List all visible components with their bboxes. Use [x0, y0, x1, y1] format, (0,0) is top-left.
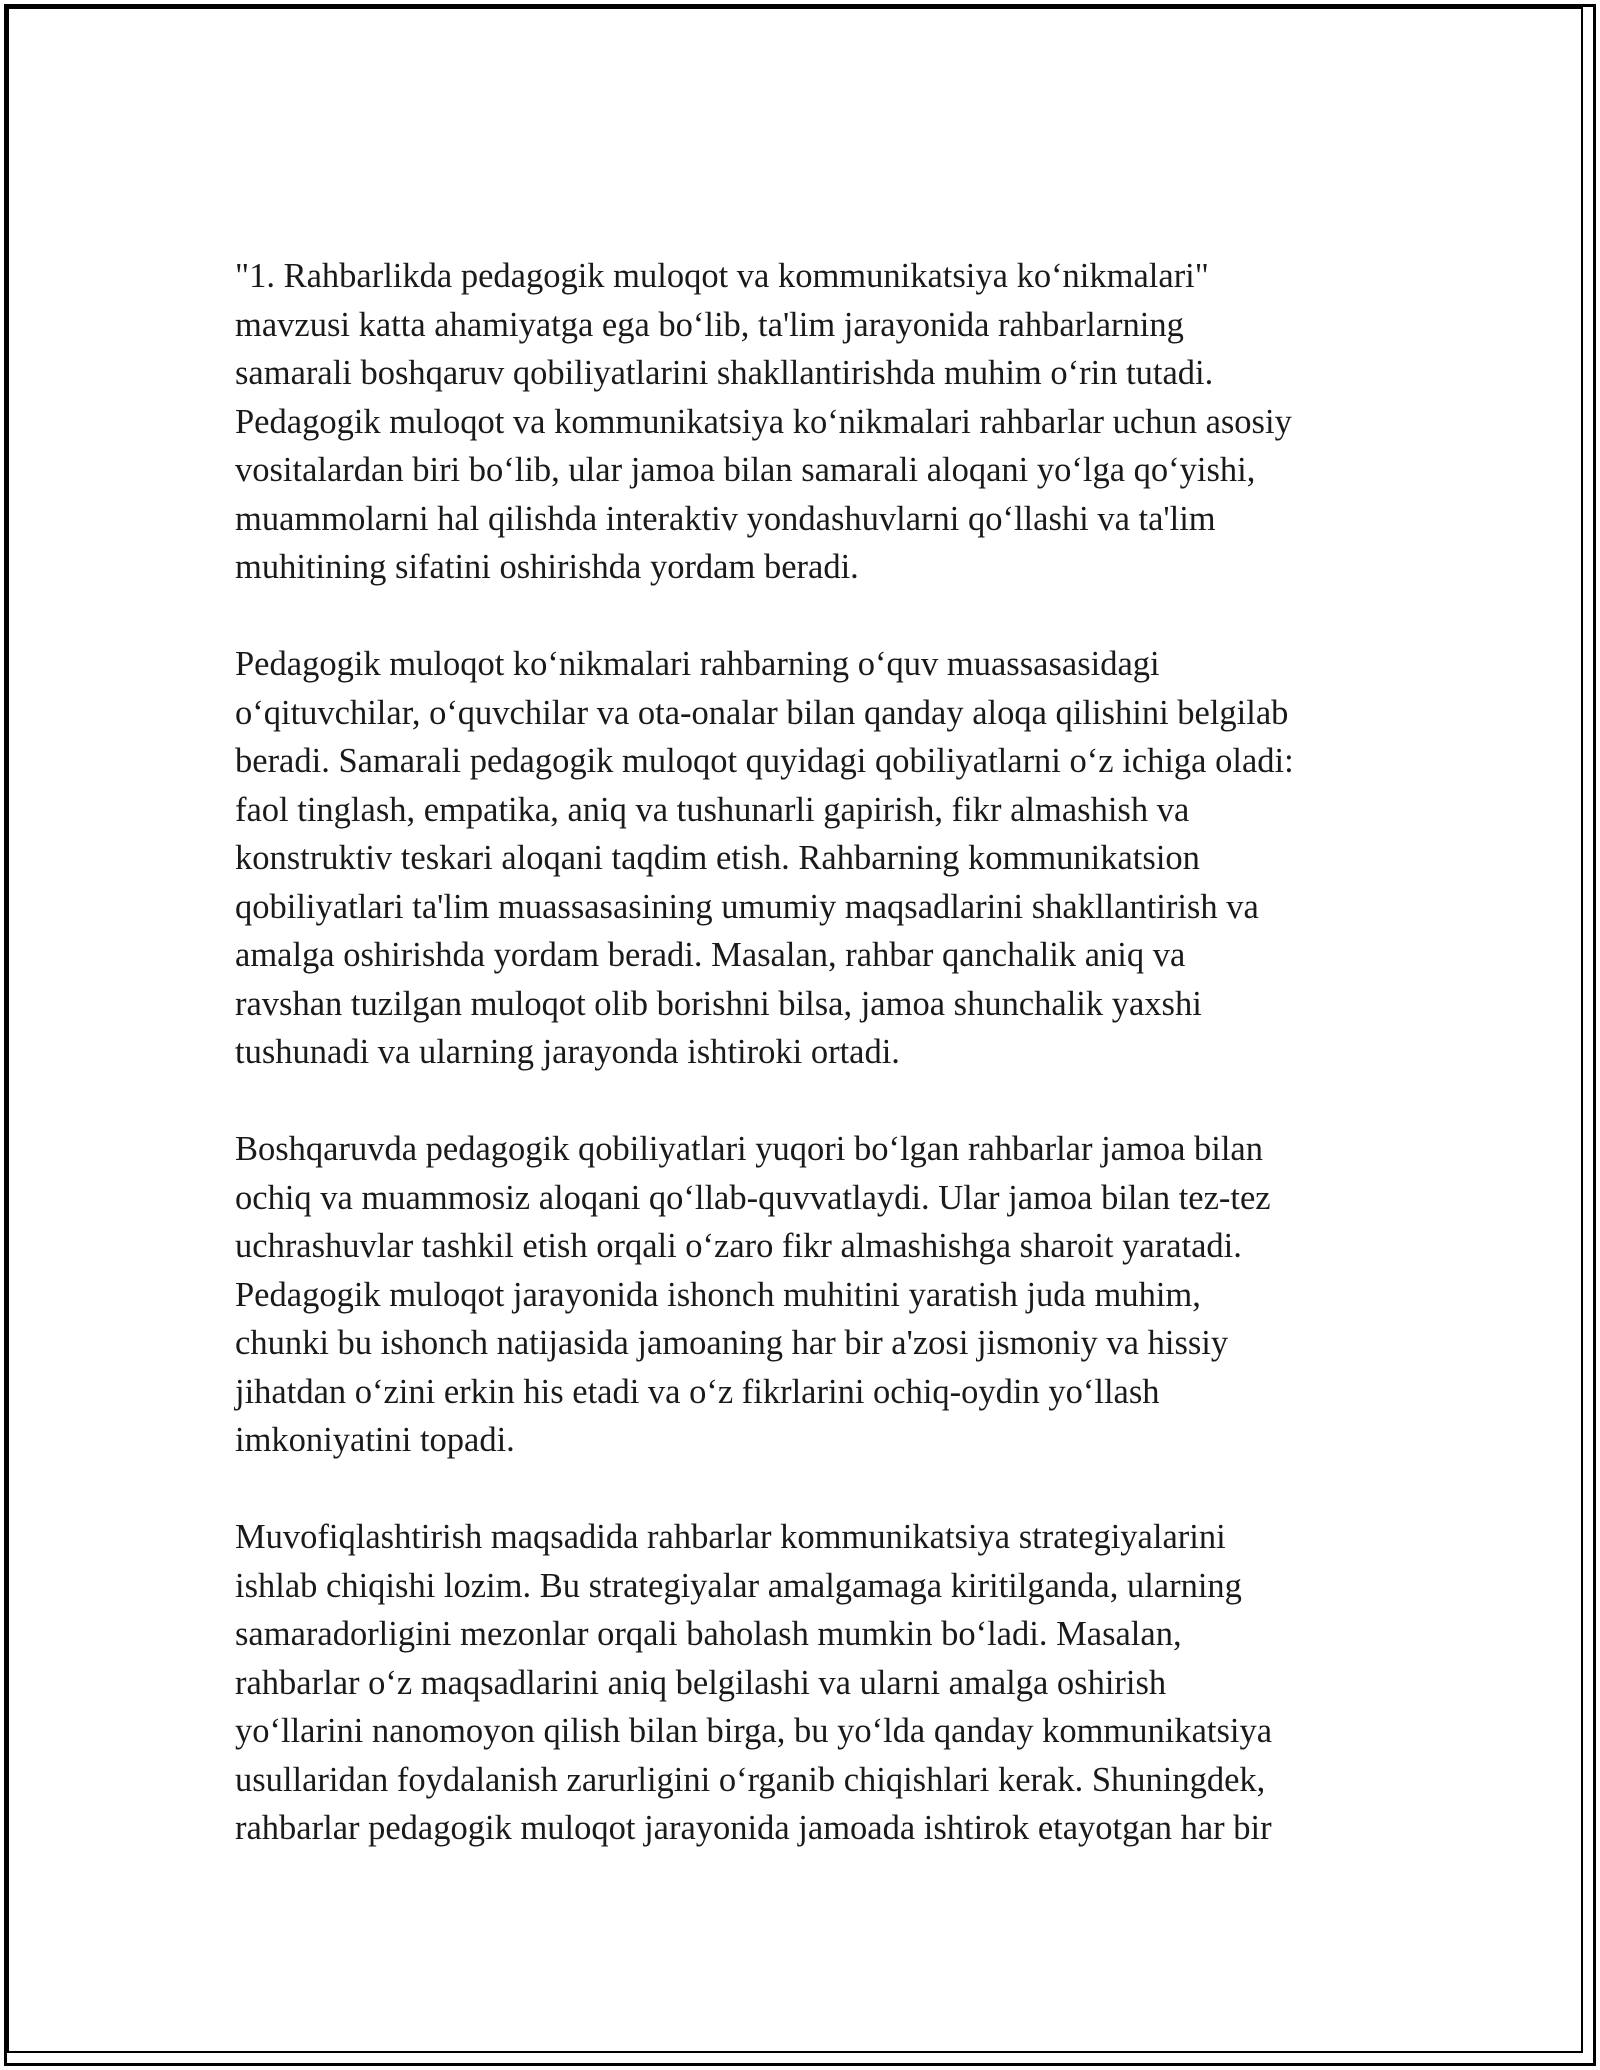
text-line: chunki bu ishonch natijasida jamoaning har bir a'zosi jismoniy va hissiy: [235, 1324, 1229, 1362]
text-line: tushunadi va ularning jarayonda ishtiroki ortadi.: [235, 1033, 900, 1071]
text-line: ishlab chiqishi lozim. Bu strategiyalar amalgamaga kiritilganda, ularning: [235, 1566, 1242, 1605]
text-line: vositalardan biri bo‘lib, ular jamoa bilan samarali aloqani yo‘lga qo‘yishi,: [235, 451, 1256, 489]
text-line: qobiliyatlari ta'lim muassasasining umumiy maqsadlarini shakllantirish va: [235, 887, 1259, 926]
text-line: usullaridan foydalanish zarurligini o‘rganib chiqishlari kerak. Shuningdek,: [235, 1760, 1266, 1799]
paragraph-1: [235, 252, 1385, 592]
text-line: amalga oshirishda yordam beradi. Masalan, rahbar qanchalik aniq va: [235, 936, 1186, 974]
text-line: o‘qituvchilar, o‘quvchilar va ota-onalar bilan qanday aloqa qilishini belgilab: [235, 693, 1289, 732]
text-line: imkoniyatini topadi.: [235, 1421, 515, 1459]
document-body: [235, 252, 1385, 1901]
text-line: muammolarni hal qilishda interaktiv yondashuvlarni qo‘llashi va ta'lim: [235, 499, 1216, 538]
text-line: samarali boshqaruv qobiliyatlarini shakllantirishda muhim o‘rin tutadi.: [235, 354, 1214, 392]
text-line: Pedagogik muloqot jarayonida ishonch muhitini yaratish juda muhim,: [235, 1275, 1201, 1314]
paragraph-3: [235, 1125, 1385, 1465]
text-line: ravshan tuzilgan muloqot olib borishni bilsa, jamoa shunchalik yaxshi: [235, 984, 1202, 1023]
text-line: rahbarlar pedagogik muloqot jarayonida jamoada ishtirok etayotgan har bir: [235, 1809, 1272, 1847]
text-line: mavzusi katta ahamiyatga ega bo‘lib, ta'lim jarayonida rahbarlarning: [235, 305, 1184, 344]
text-line: konstruktiv teskari aloqani taqdim etish. Rahbarning kommunikatsion: [235, 839, 1200, 877]
paragraph-2: [235, 640, 1385, 1077]
text-line: jihatdan o‘zini erkin his etadi va o‘z fikrlarini ochiq-oydin yo‘llash: [235, 1372, 1160, 1411]
text-line: beradi. Samarali pedagogik muloqot quyidagi qobiliyatlarni o‘z ichiga oladi:: [235, 742, 1294, 780]
text-line: yo‘llarini nanomoyon qilish bilan birga, bu yo‘lda qanday kommunikatsiya: [235, 1712, 1273, 1750]
text-line: rahbarlar o‘z maqsadlarini aniq belgilashi va ularni amalga oshirish: [235, 1663, 1167, 1702]
text-line: muhitining sifatini oshirishda yordam beradi.: [235, 548, 859, 586]
text-line: faol tinglash, empatika, aniq va tushunarli gapirish, fikr almashish va: [235, 790, 1190, 829]
text-line: samaradorligini mezonlar orqali baholash mumkin bo‘ladi. Masalan,: [235, 1615, 1182, 1653]
text-line: Muvofiqlashtirish maqsadida rahbarlar kommunikatsiya strategiyalarini: [235, 1518, 1226, 1556]
text-line: Boshqaruvda pedagogik qobiliyatlari yuqori bo‘lgan rahbarlar jamoa bilan: [235, 1130, 1263, 1168]
text-line: Pedagogik muloqot va kommunikatsiya ko‘nikmalari rahbarlar uchun asosiy: [235, 402, 1292, 441]
text-line: "1. Rahbarlikda pedagogik muloqot va kommunikatsiya ko‘nikmalari": [235, 257, 1209, 295]
paragraph-4: [235, 1513, 1385, 1853]
text-line: Pedagogik muloqot ko‘nikmalari rahbarning o‘quv muassasasidagi: [235, 645, 1160, 683]
text-line: uchrashuvlar tashkil etish orqali o‘zaro fikr almashishga sharoit yaratadi.: [235, 1227, 1242, 1265]
text-line: ochiq va muammosiz aloqani qo‘llab-quvvatlaydi. Ular jamoa bilan tez-tez: [235, 1178, 1271, 1217]
